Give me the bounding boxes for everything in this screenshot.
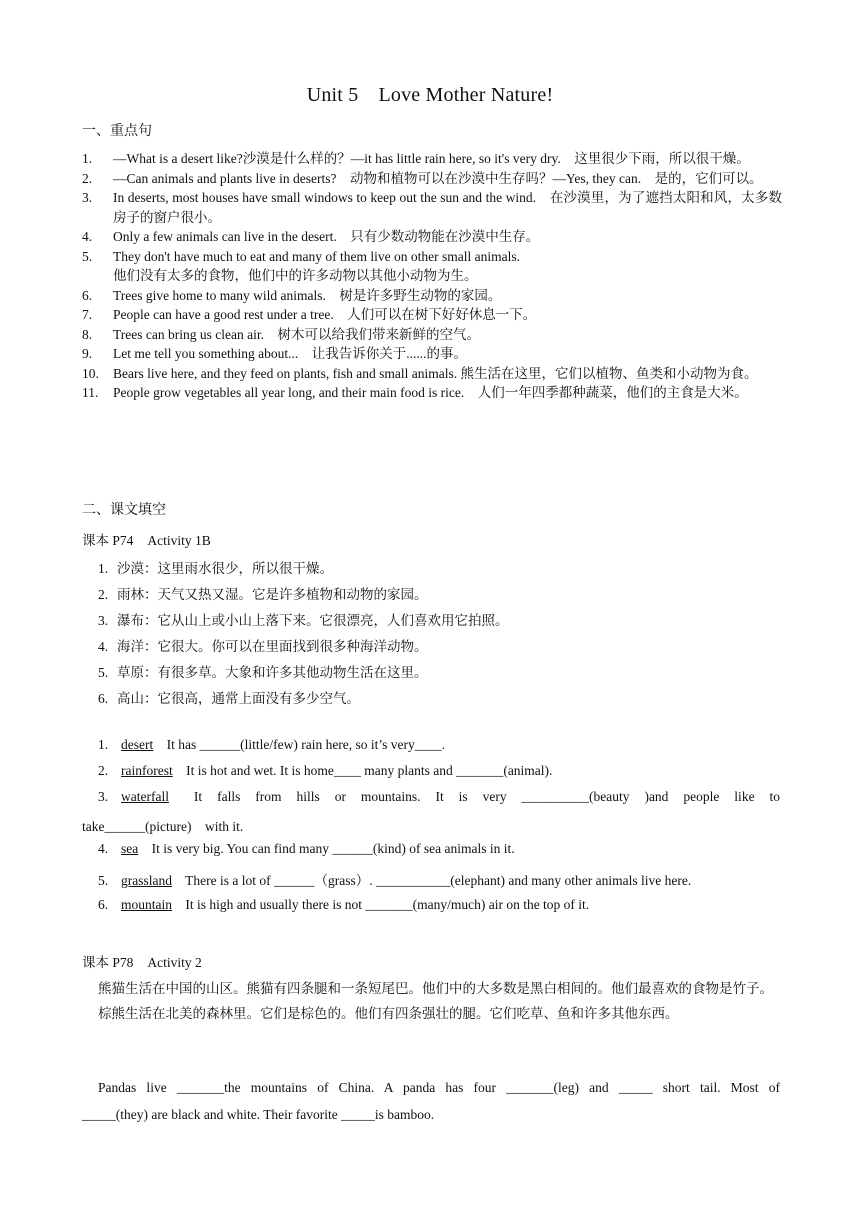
page-title [0, 84, 860, 107]
textbook-reference-p78: 课本 P78 Activity 2 [82, 955, 202, 970]
exercise-row: 4. sea It is very big. You can find many ______(kind) of sea animals in it. [98, 841, 515, 856]
exercise-row: 6. mountain It is high and usually there is not _______(many/much) air on the top of it. [98, 897, 590, 912]
fill-in-paragraph [82, 1074, 780, 1128]
answer-word: grassland [121, 873, 172, 888]
section-heading-key-sentences: 一、重点句 [82, 124, 152, 139]
fill-line-2: _____(they) are black and white. Their favorite _____is bamboo. [82, 1107, 435, 1122]
exercise-row-continued: take______(picture) with it. [82, 819, 244, 834]
exercise-row: 1. desert It has ______(little/few) rain here, so it’s very____. [98, 737, 446, 752]
answer-word: sea [121, 841, 139, 856]
chinese-description-list [98, 556, 509, 712]
list-item: 11. People grow vegetables all year long, and their main food is rice. 人们一年四季都种蔬菜，他们的主食是大米。 [82, 385, 748, 400]
fill-line-1: Pandas live _______the mountains of China. A panda has four _______(leg) and _____ short tail. Most of [98, 1080, 780, 1095]
list-item: 2. 雨林：天气又热又湿。它是许多植物和动物的家园。 [98, 587, 428, 602]
exercise-row: 2. rainforest It is hot and wet. It is home____ many plants and _______(animal). [98, 763, 553, 778]
fill-in-exercise-list [82, 737, 780, 927]
list-item: 1. —What is a desert like?沙漠是什么样的？—it has little rain here, so it's very dry. 这里很少下雨，所以很干燥。 [82, 151, 750, 166]
answer-word: mountain [121, 897, 172, 912]
list-item: 9. Let me tell you something about... 让我告诉你关于......的事。 [82, 346, 467, 361]
section-heading-text-fill: 二、课文填空 [82, 503, 166, 518]
exercise-row: 5. grassland There is a lot of ______（grass）. ___________(elephant) and many other animals live here. [98, 873, 692, 888]
list-item: 3. In deserts, most houses have small windows to keep out the sun and the wind. 在沙漠里，为了遮挡太阳和风，太多数房子的窗户很小。 [82, 190, 782, 225]
list-item: 3. 瀑布：它从山上或小山上落下来。它很漂亮，人们喜欢用它拍照。 [98, 613, 509, 628]
list-item: 2. —Can animals and plants live in deserts? 动物和植物可以在沙漠中生存吗？—Yes, they can. 是的，它们可以。 [82, 170, 763, 186]
list-item: 4. 海洋：它很大。你可以在里面找到很多种海洋动物。 [98, 639, 428, 654]
key-sentence-list [82, 149, 782, 403]
paragraph-brown-bears: 棕熊生活在北美的森林里。它们是棕色的。他们有四条强壮的腿。它们吃草、鱼和许多其他东西。 [98, 1006, 679, 1021]
list-item: 4. Only a few animals can live in the desert. 只有少数动物能在沙漠中生存。 [82, 229, 540, 244]
list-item: 7. People can have a good rest under a tree. 人们可以在树下好好休息一下。 [82, 307, 537, 322]
paragraph-pandas: 熊猫生活在中国的山区。熊猫有四条腿和一条短尾巴。他们中的大多数是黑白相间的。他们最喜欢的食物是竹子。 [98, 981, 773, 996]
answer-word: desert [121, 737, 154, 752]
exercise-row: 3. waterfall It falls from hills or mountains. It is very __________(beauty )and people like to [98, 789, 781, 804]
list-item: 5. 草原：有很多草。大象和许多其他动物生活在这里。 [98, 665, 428, 680]
list-item: 1. 沙漠：这里雨水很少，所以很干燥。 [98, 561, 333, 576]
list-item: 6. Trees give home to many wild animals. 树是许多野生动物的家园。 [82, 287, 502, 303]
chinese-paragraph [98, 976, 780, 1026]
unit-name: Love Mother Nature! [378, 84, 554, 106]
textbook-reference-p74: 课本 P74 Activity 1B [82, 533, 211, 548]
list-item: 10. Bears live here, and they feed on plants, fish and small animals. 熊生活在这里，它们以植物、鱼类和小动物为食。 [82, 365, 758, 381]
answer-word: rainforest [121, 763, 173, 778]
list-item: 6. 高山：它很高，通常上面没有多少空气。 [98, 691, 360, 706]
list-item: 5. They don't have much to eat and many of them live on other small animals. 他们没有太多的食物，他们中的许多动物以其他小动物为生。 [82, 248, 520, 283]
answer-word: waterfall [121, 789, 169, 804]
unit-number: Unit 5 [306, 84, 359, 106]
list-item: 8. Trees can bring us clean air. 树木可以给我们带来新鲜的空气。 [82, 326, 480, 342]
